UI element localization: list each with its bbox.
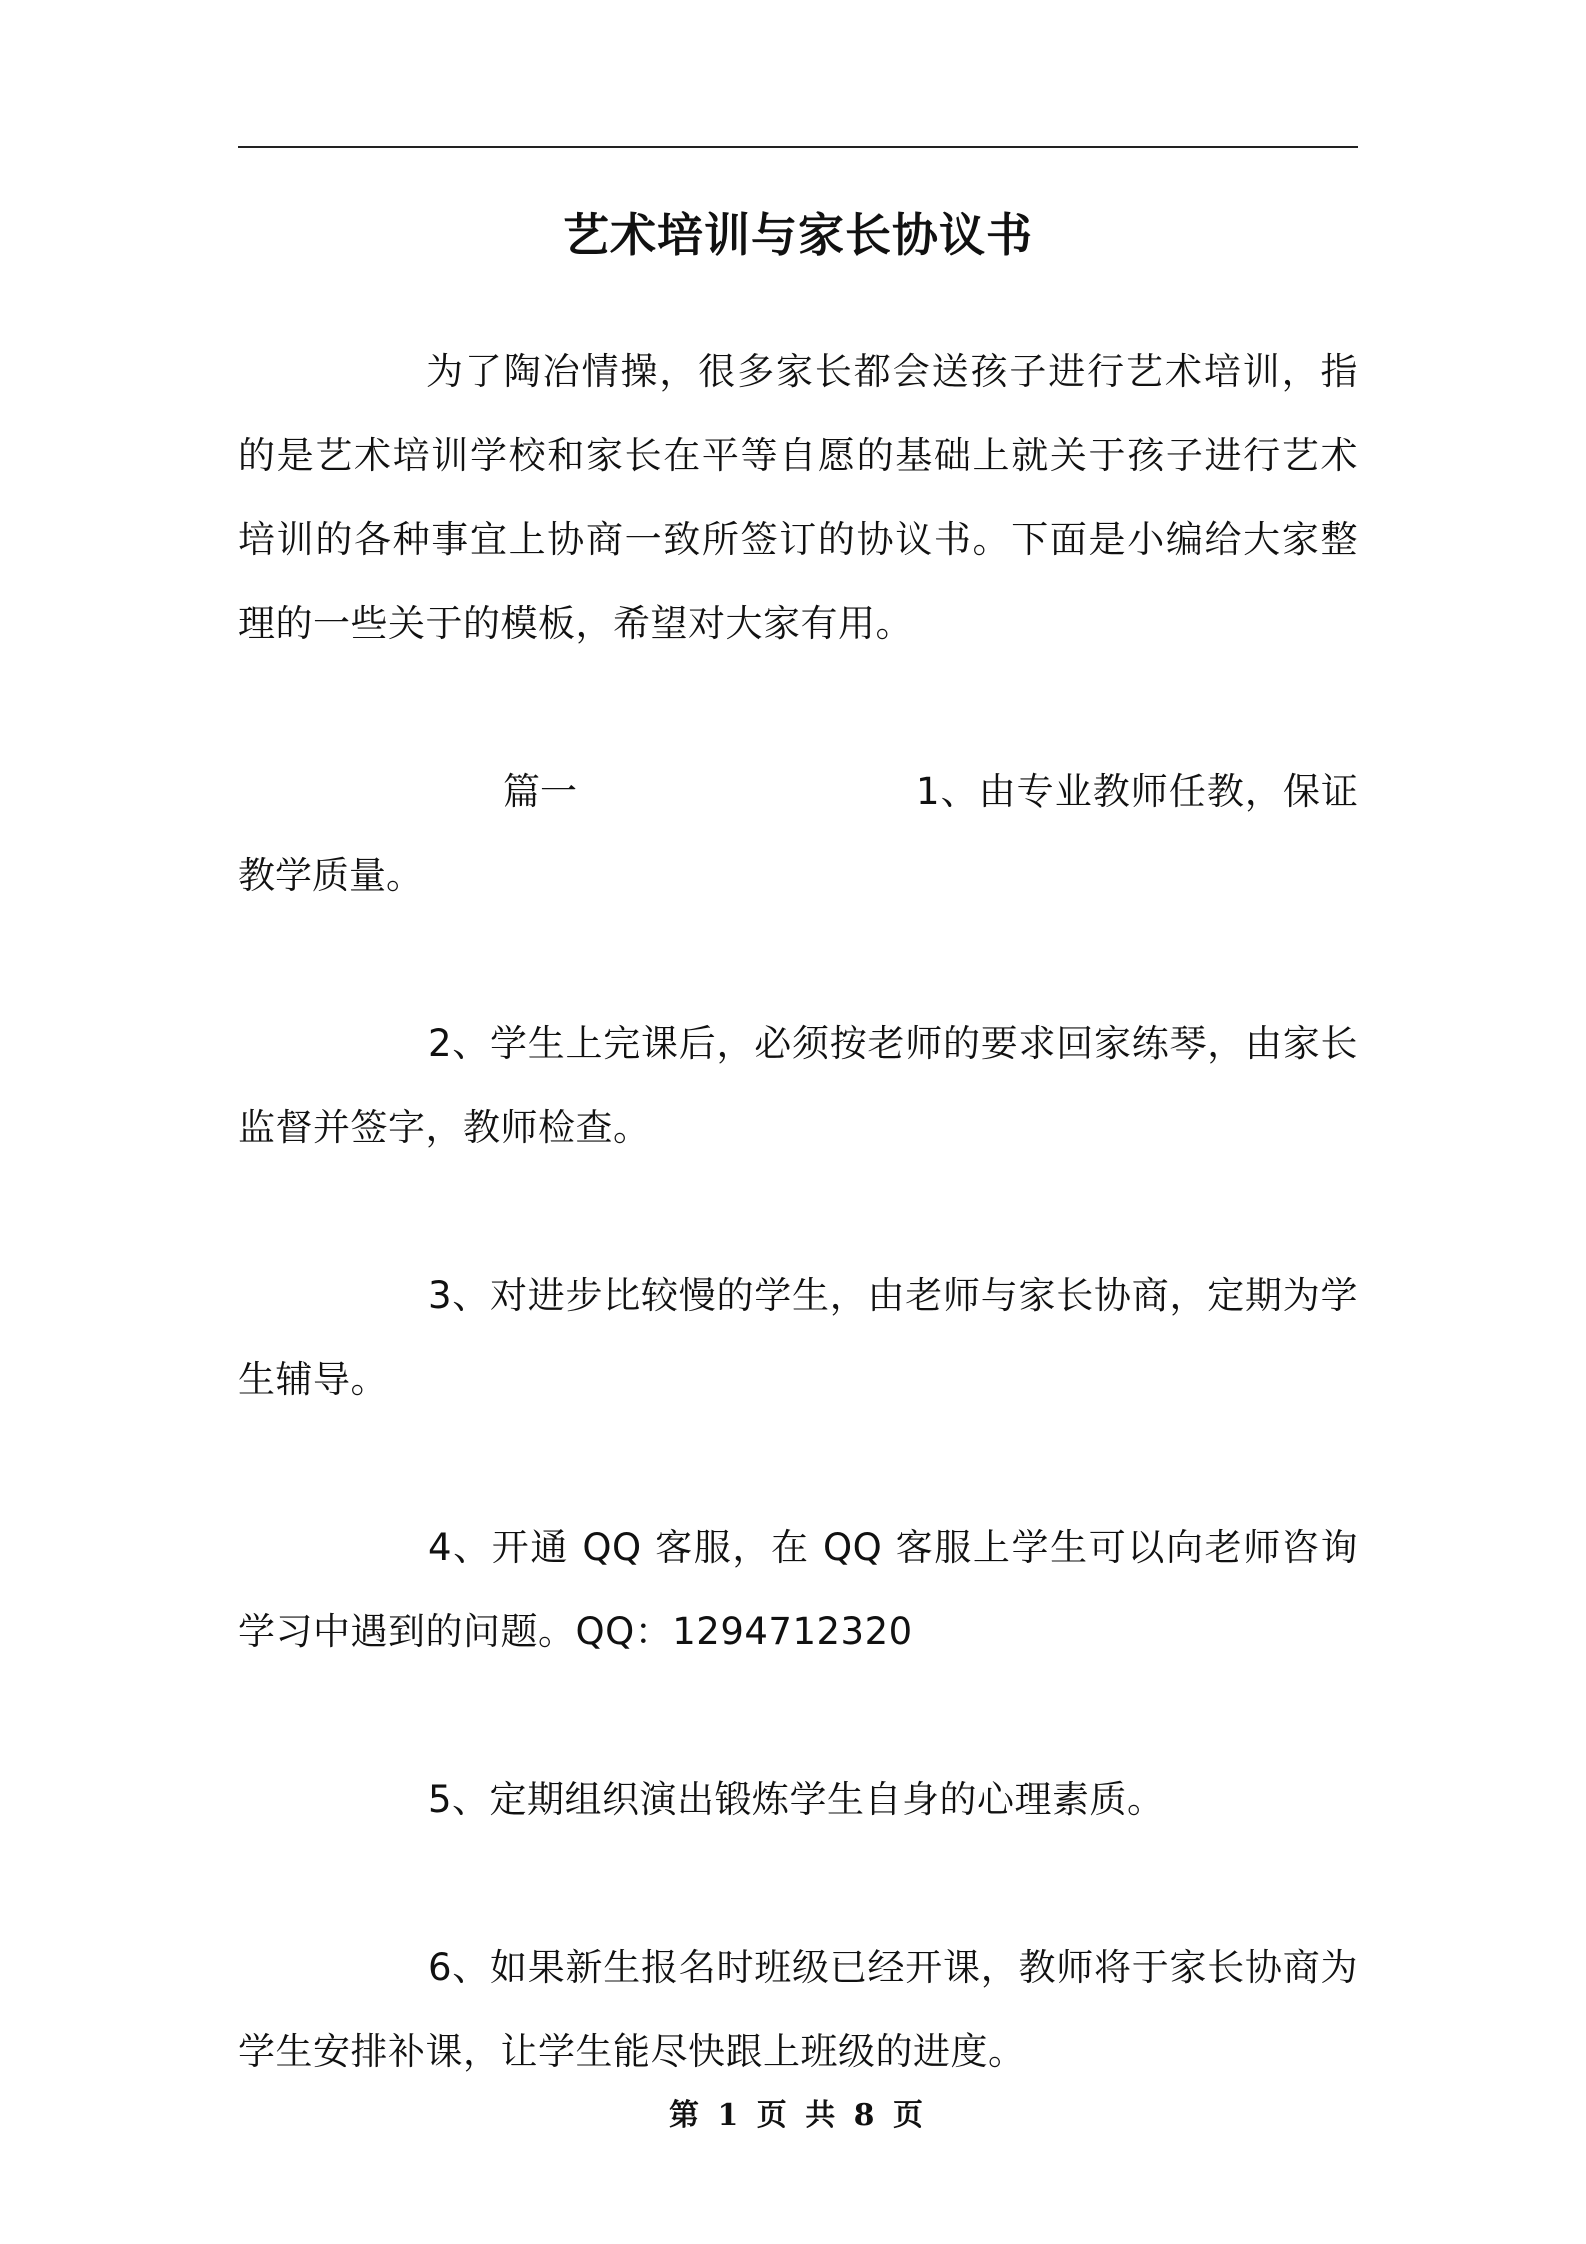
page-footer: 第 1 页 共 8 页 — [669, 2098, 927, 2133]
spacer — [238, 666, 1358, 750]
spacer — [238, 1422, 1358, 1506]
spacer — [238, 918, 1358, 1002]
spacer — [238, 1170, 1358, 1254]
item-5-paragraph: 5、定期组织演出锻炼学生自身的心理素质。 — [428, 1778, 1165, 1821]
intro-paragraph: 为了陶冶情操，很多家长都会送孩子进行艺术培训，指的是艺术培训学校和家长在平等自愿的基础上就关于孩子进行艺术培训的各种事宜上协商一致所签订的协议书。下面是小编给大家整理的一些关于的模板，希望对大家有用。 — [238, 350, 1358, 645]
header-rule — [238, 146, 1358, 148]
item-3-paragraph: 3、对进步比较慢的学生，由老师与家长协商，定期为学生辅导。 — [238, 1274, 1358, 1401]
document-body — [238, 330, 1358, 2094]
item-4-paragraph: 4、开通 QQ 客服，在 QQ 客服上学生可以向老师咨询学习中遇到的问题。QQ：1294712320 — [238, 1526, 1358, 1653]
spacer — [238, 1674, 1358, 1758]
section-heading-line — [238, 750, 1358, 834]
item-1-continuation: 教学质量。 — [238, 854, 423, 897]
item-6-paragraph: 6、如果新生报名时班级已经开课，教师将于家长协商为学生安排补课，让学生能尽快跟上班级的进度。 — [238, 1946, 1358, 2073]
spacer — [238, 1842, 1358, 1926]
item-1-first-line: 1、由专业教师任教，保证 — [916, 770, 1358, 813]
item-2-paragraph: 2、学生上完课后，必须按老师的要求回家练琴，由家长监督并签字，教师检查。 — [238, 1022, 1358, 1149]
document-title: 艺术培训与家长协议书 — [563, 208, 1033, 262]
section-label: 篇一 — [503, 770, 577, 813]
